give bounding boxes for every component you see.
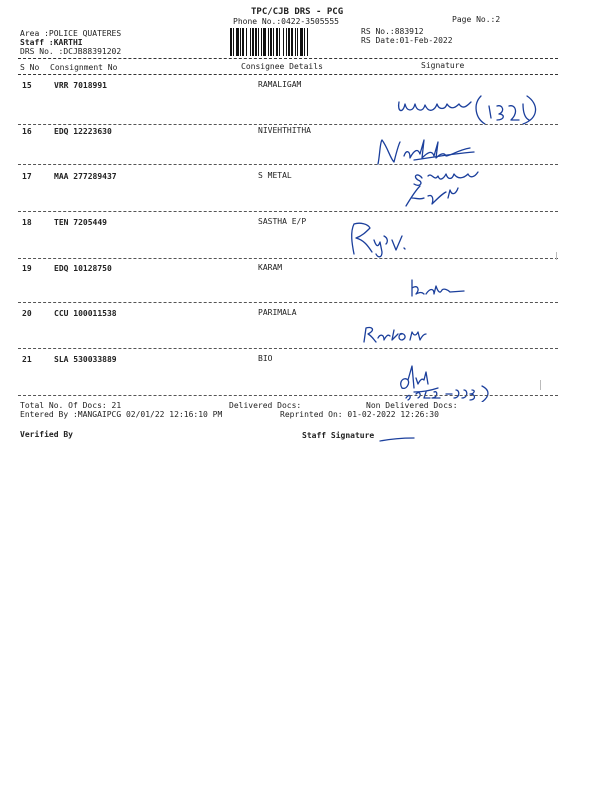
row-sno: 20 xyxy=(22,309,32,318)
non-delivered-docs: Non Delivered Docs: xyxy=(366,401,458,410)
row-sno: 18 xyxy=(22,218,32,227)
drs-number: DRS No. :DCJB88391202 xyxy=(20,47,122,56)
row-sno: 19 xyxy=(22,264,32,273)
row-rule xyxy=(18,302,558,303)
header-rule xyxy=(18,58,558,59)
col-header-sno: S No xyxy=(20,63,40,72)
row-sno: 16 xyxy=(22,127,32,136)
row-sno: 21 xyxy=(22,355,32,364)
signature-sastha xyxy=(346,218,410,260)
delivered-docs: Delivered Docs: xyxy=(229,401,302,410)
staff-signature-stroke xyxy=(378,436,418,444)
signature-parimala xyxy=(360,322,430,346)
col-header-signature: Signature xyxy=(421,61,465,70)
report-title: TPC/CJB DRS - PCG xyxy=(251,7,344,17)
phone-number: Phone No.:0422-3505555 xyxy=(233,17,339,26)
area-label: Area :POLICE QUATERES xyxy=(20,29,122,38)
row-consignment-no: MAA 277289437 xyxy=(54,172,117,181)
col-header-consignment: Consignment No xyxy=(50,63,118,72)
signature-bio xyxy=(394,364,504,402)
row-sno: 15 xyxy=(22,81,32,90)
row-consignee: RAMALIGAM xyxy=(258,80,302,89)
row-consignee: NIVEHTHITHA xyxy=(258,126,311,135)
reprinted-on: Reprinted On: 01-02-2022 12:26:30 xyxy=(280,410,439,419)
row-consignment-no: EDQ 10128750 xyxy=(54,264,112,273)
row-rule xyxy=(18,211,558,212)
row-consignee: BIO xyxy=(258,354,273,363)
row-rule xyxy=(18,395,558,396)
col-header-consignee: Consignee Details xyxy=(241,62,323,71)
row-rule xyxy=(18,124,558,125)
column-header-rule xyxy=(18,74,558,75)
scan-mark xyxy=(540,380,541,390)
total-docs: Total No. Of Docs: 21 xyxy=(20,401,122,410)
row-consignment-no: VRR 7018991 xyxy=(54,81,107,90)
rs-date: RS Date:01-Feb-2022 xyxy=(361,36,453,45)
page-number: Page No.:2 xyxy=(452,15,501,24)
row-consignee: PARIMALA xyxy=(258,308,297,317)
row-consignment-no: EDQ 12223630 xyxy=(54,127,112,136)
row-consignment-no: SLA 530033889 xyxy=(54,355,117,364)
row-consignee: S METAL xyxy=(258,171,292,180)
signature-s-metal xyxy=(398,168,494,212)
row-consignee: SASTHA E/P xyxy=(258,217,307,226)
staff-label: Staff :KARTHI xyxy=(20,38,83,47)
verified-by-label: Verified By xyxy=(20,430,73,439)
entered-by: Entered By :MANGAIPCG 02/01/22 12:16:10 PM xyxy=(20,410,223,419)
row-consignment-no: TEN 7205449 xyxy=(54,218,107,227)
staff-signature-label: Staff Signature xyxy=(302,431,375,440)
barcode-image xyxy=(229,28,355,56)
row-rule xyxy=(18,258,558,259)
row-consignment-no: CCU 100011538 xyxy=(54,309,117,318)
scan-mark xyxy=(556,252,557,260)
signature-karam xyxy=(406,276,470,300)
rs-number: RS No.:883912 xyxy=(361,27,424,36)
row-consignee: KARAM xyxy=(258,263,283,272)
row-rule xyxy=(18,164,558,165)
row-rule xyxy=(18,348,558,349)
row-sno: 17 xyxy=(22,172,32,181)
